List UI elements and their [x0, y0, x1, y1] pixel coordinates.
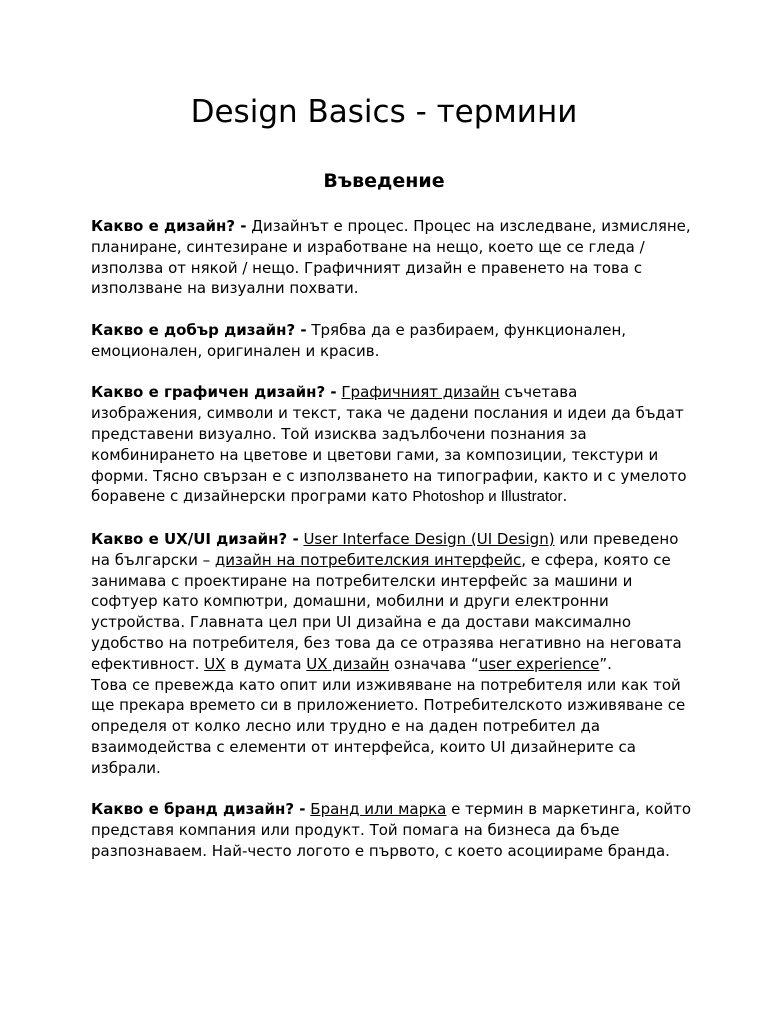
link-user-experience[interactable]: user experience: [478, 654, 600, 673]
paragraph-ux-ui-design: [91, 529, 691, 675]
question-brand-design: Какво е бранд дизайн? -: [91, 800, 306, 819]
answer-text: , е сфера, която се занимава с проектиране на потребителски интерфейс за машини и софтуер като компютри, домашни, мобилни и други електронни устройства. Главната цел при UI дизайна е да достави максимално удобство на потребителя, без това да се отразява негативно на неговата ефективност.: [91, 550, 682, 673]
document-body: [91, 216, 691, 883]
link-user-interface-design-bg[interactable]: дизайн на потребителския интерфейс: [214, 550, 522, 569]
paragraph-ux-explanation: [91, 675, 691, 779]
question-graphic-design: Какво е графичен дизайн? -: [91, 383, 337, 402]
document-title: Design Basics - термини: [190, 94, 578, 130]
answer-text: Дизайнът е процес. Процес на изследване, измисляне, планиране, синтезиране и изработване на нещо, което ще се гледа / използва от някой / нещо. Графичният дизайн е правенето на това с използване на визуални похвати.: [91, 217, 691, 298]
question-ux-ui-design: Какво е UX/UI дизайн? -: [91, 529, 299, 548]
link-ui-design[interactable]: User Interface Design (UI Design): [303, 529, 555, 548]
link-ux-design[interactable]: UX дизайн: [306, 654, 390, 673]
link-ux[interactable]: UX: [204, 654, 226, 673]
question-good-design: Какво е добър дизайн? -: [91, 320, 307, 339]
paragraph-good-design: [91, 320, 691, 362]
answer-text: съчетава изображения, символи и текст, така че дадени послания и идеи да бъдат представени визуално. Той изисква задълбочени познания за комбинирането на цветове и цветови гами, за композиции, текстури и форми. Тясно свързан е с използването на типографии, както и с умелото боравене с дизайнерски програми като: [91, 383, 687, 506]
link-graphic-design[interactable]: Графичният дизайн: [341, 383, 500, 402]
answer-text: означава “: [389, 654, 479, 673]
answer-text: Това се превежда като опит или изживяване на потребителя или как той ще прекара времето си в приложението. Потребителското изживяване се определя от колко лесно или трудно е на даден потребител да взаимодейства с елементи от интерфейса, които UI дизайнерите са избрали.: [91, 675, 686, 777]
answer-text-end: .: [562, 487, 568, 506]
paragraph-graphic-design: [91, 382, 691, 508]
section-heading-introduction: Въведение: [323, 170, 445, 192]
answer-text: е термин в маркетинга, който представя компания или продукт. Той помага на бизнеса да бъде разпознаваем. Най-често логото е първото, с което асоциираме бранда.: [91, 800, 691, 860]
paragraph-brand-design: [91, 799, 691, 861]
software-names: Photoshop и Illustrator: [412, 488, 563, 506]
answer-text: Трябва да е разбираем, функционален, емоционален, оригинален и красив.: [91, 320, 627, 360]
paragraph-what-is-design: [91, 216, 691, 299]
answer-text: в думата: [225, 654, 307, 673]
question-what-is-design: Какво е дизайн? -: [91, 217, 247, 235]
link-brand[interactable]: Бранд или марка: [310, 800, 447, 819]
answer-text-end: ”.: [599, 654, 612, 673]
answer-text: или преведено на български –: [91, 529, 679, 569]
